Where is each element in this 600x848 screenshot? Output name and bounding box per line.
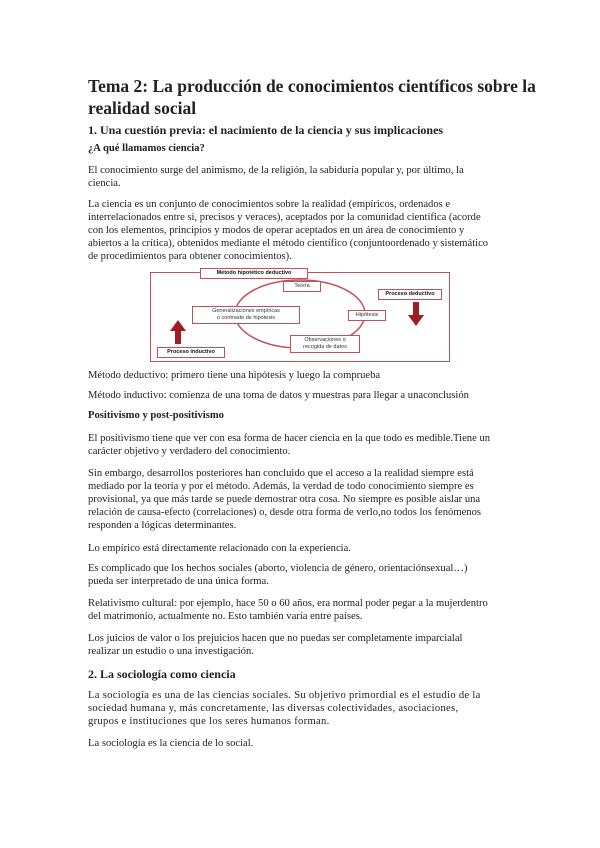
text-line: provisional, ya que más tarde se puede demostrar otra cosa. No siempre es posible aislar una (88, 494, 481, 505)
paragraph (88, 198, 528, 263)
text-line: Lo empírico está directamente relacionado con la experiencia. (88, 543, 351, 554)
text-line: mediado por la teoría y por el método. Además, la verdad de todo conocimiento siempre es (88, 481, 474, 492)
text-line: sociedad humana y, más concretamente, las diversas colectividades, asociaciones, (88, 703, 459, 714)
text-line: responden a lógicas determinantes. (88, 520, 237, 531)
paragraph (88, 467, 528, 532)
node-text: recogida de datos (303, 344, 347, 350)
text-line: Relativismo cultural: por ejemplo, hace 50 o 60 años, era normal poder pegar a la mujerdentro (88, 598, 488, 609)
node-text: Observaciones o (304, 337, 346, 343)
text-line: La ciencia es un conjunto de conocimientos sobre la realidad (empíricos, ordenados e (88, 199, 451, 210)
node-text: o contraste de hipótesis (216, 315, 276, 321)
title-line: Tema 2: La producción de conocimientos científicos sobre la (88, 76, 536, 96)
node-text: Generalizaciones empíricas (212, 308, 280, 314)
page-title (88, 75, 536, 119)
text-line: grupos e instituciones que los seres humanos forman. (88, 716, 330, 727)
text-line: Método deductivo: primero tiene una hipótesis y luego la comprueba (88, 370, 381, 381)
section-heading-2: 2. La sociología como ciencia (88, 667, 236, 681)
paragraph (88, 432, 528, 458)
hypothetico-deductive-diagram (150, 268, 450, 362)
paragraph (88, 389, 528, 402)
text-line: Es complicado que los hechos sociales (aborto, violencia de género, orientaciónsexual…) (88, 563, 468, 574)
diagram-title: Método hipotético deductivo (200, 268, 308, 279)
node-teoria: Teoría (283, 281, 321, 292)
paragraph (88, 562, 528, 588)
text-line: abiertos a la crítica), obtenidos mediante el método científico (conjuntoordenado y sistemático (88, 238, 489, 249)
paragraph (88, 597, 528, 623)
paragraph (88, 737, 528, 750)
paragraph (88, 689, 528, 728)
text-line: ciencia. (88, 178, 121, 189)
arrow-down-icon (408, 302, 424, 326)
paragraph (88, 164, 528, 190)
text-line: La sociología es la ciencia de lo social. (88, 738, 254, 749)
text-line: realizar un estudio o una investigación. (88, 646, 254, 657)
section-heading-1: 1. Una cuestión previa: el nacimiento de la ciencia y sus implicaciones (88, 123, 444, 137)
subheading-ciencia: ¿A qué llamamos ciencia? (88, 143, 205, 154)
paragraph (88, 369, 528, 382)
arrow-up-icon (170, 320, 186, 344)
node-generalizaciones (192, 306, 300, 324)
paragraph (88, 632, 528, 658)
text-line: El positivismo tiene que ver con esa forma de hacer ciencia en la que todo es medible.Tiene un (88, 433, 491, 444)
text-line: de procedimientos para obtener conocimientos). (88, 251, 292, 262)
subheading-positivismo: Positivismo y post-positivismo (88, 410, 224, 421)
text-line: carácter objetivo y verdadero del conocimiento. (88, 446, 291, 457)
node-hipotesis: Hipótesis (348, 310, 386, 321)
label-proceso-deductivo: Proceso deductivo (378, 289, 442, 300)
text-line: relación de causa-efecto (correlaciones) o, desde otra forma de verlo,no todos los fenómenos (88, 507, 481, 518)
text-line: interrelacionados entre sí, precisos y veraces), aceptados por la comunidad científica (acorde (88, 212, 481, 223)
text-line: pueda ser interpretado de una única forma. (88, 576, 269, 587)
text-line: con los elementos, principios y modos de operar aceptados en un área de conocimiento y (88, 225, 465, 236)
paragraph (88, 542, 528, 555)
title-line: realidad social (88, 98, 197, 118)
label-proceso-inductivo: Proceso inductivo (157, 347, 225, 358)
text-line: Los juicios de valor o los prejuicios hacen que no puedas ser completamente imparcialal (88, 633, 463, 644)
text-line: La sociología es una de las ciencias sociales. Su objetivo primordial es el estudio de la (88, 690, 481, 701)
node-observaciones (290, 335, 360, 353)
text-line: Método inductivo: comienza de una toma de datos y muestras para llegar a unaconclusión (88, 390, 469, 401)
text-line: Sin embargo, desarrollos posteriores han concluido que el acceso a la realidad siempre está (88, 468, 474, 479)
text-line: El conocimiento surge del animismo, de la religión, la sabiduría popular y, por último, la (88, 165, 464, 176)
text-line: del matrimonio, actualmente no. Esto también varía entre países. (88, 611, 363, 622)
